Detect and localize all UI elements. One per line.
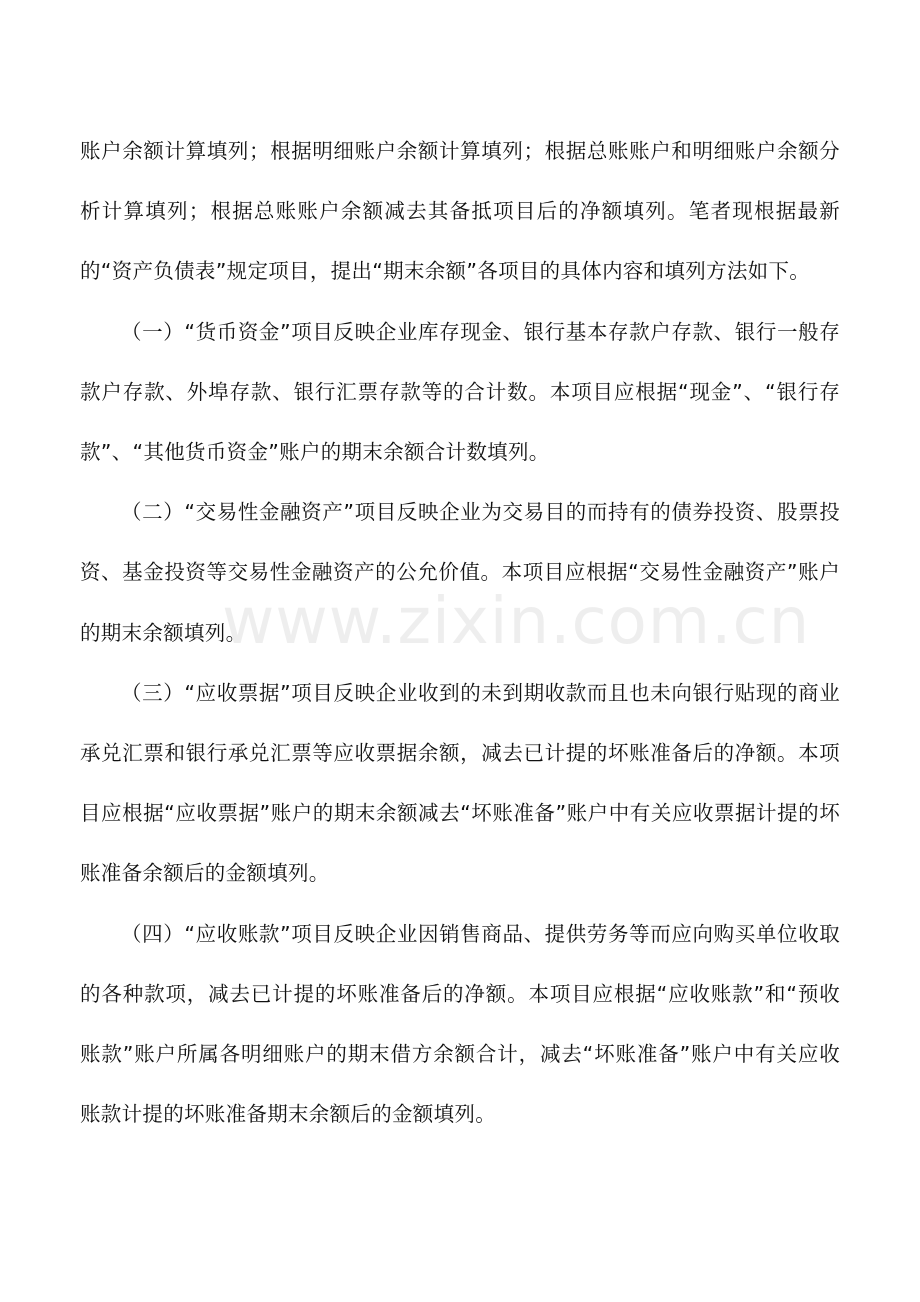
watermark: www.zixin.com.cn (222, 585, 811, 659)
document-body (80, 121, 840, 1144)
paragraph-trading-financial-assets: （二）“交易性金融资产”项目反映企业为交易目的而持有的债券投资、股票投资、基金投资等交易性金融资产的公允价值。本项目应根据“交易性金融资产”账户的期末余额填列。 (80, 500, 840, 645)
paragraph-cash: （一）“货币资金”项目反映企业库存现金、银行基本存款户存款、银行一般存款户存款、外埠存款、银行汇票存款等的合计数。本项目应根据“现金”、“银行存款”、“其他货币资金”账户的期末余额合计数填列。 (80, 319, 840, 465)
paragraph-notes-receivable: （三）“应收票据”项目反映企业收到的未到期收款而且也未向银行贴现的商业承兑汇票和银行承兑汇票等应收票据余额，减去已计提的坏账准备后的净额。本项目应根据“应收票据”账户的期末余额减去“坏账准备”账户中有关应收票据计提的坏账准备余额后的金额填列。 (80, 680, 840, 886)
paragraph-accounts-receivable: （四）“应收账款”项目反映企业因销售商品、提供劳务等而应向购买单位收取的各种款项，减去已计提的坏账准备后的净额。本项目应根据“应收账款”和“预收账款”账户所属各明细账户的期末借方余额合计，减去“坏账准备”账户中有关应收账款计提的坏账准备期末余额后的金额填列。 (80, 921, 840, 1127)
paragraph-continued: 账户余额计算填列；根据明细账户余额计算填列；根据总账账户和明细账户余额分析计算填列；根据总账账户余额减去其备抵项目后的净额填列。笔者现根据最新的“资产负债表”规定项目，提出“期末余额”各项目的具体内容和填列方法如下。 (80, 139, 840, 284)
